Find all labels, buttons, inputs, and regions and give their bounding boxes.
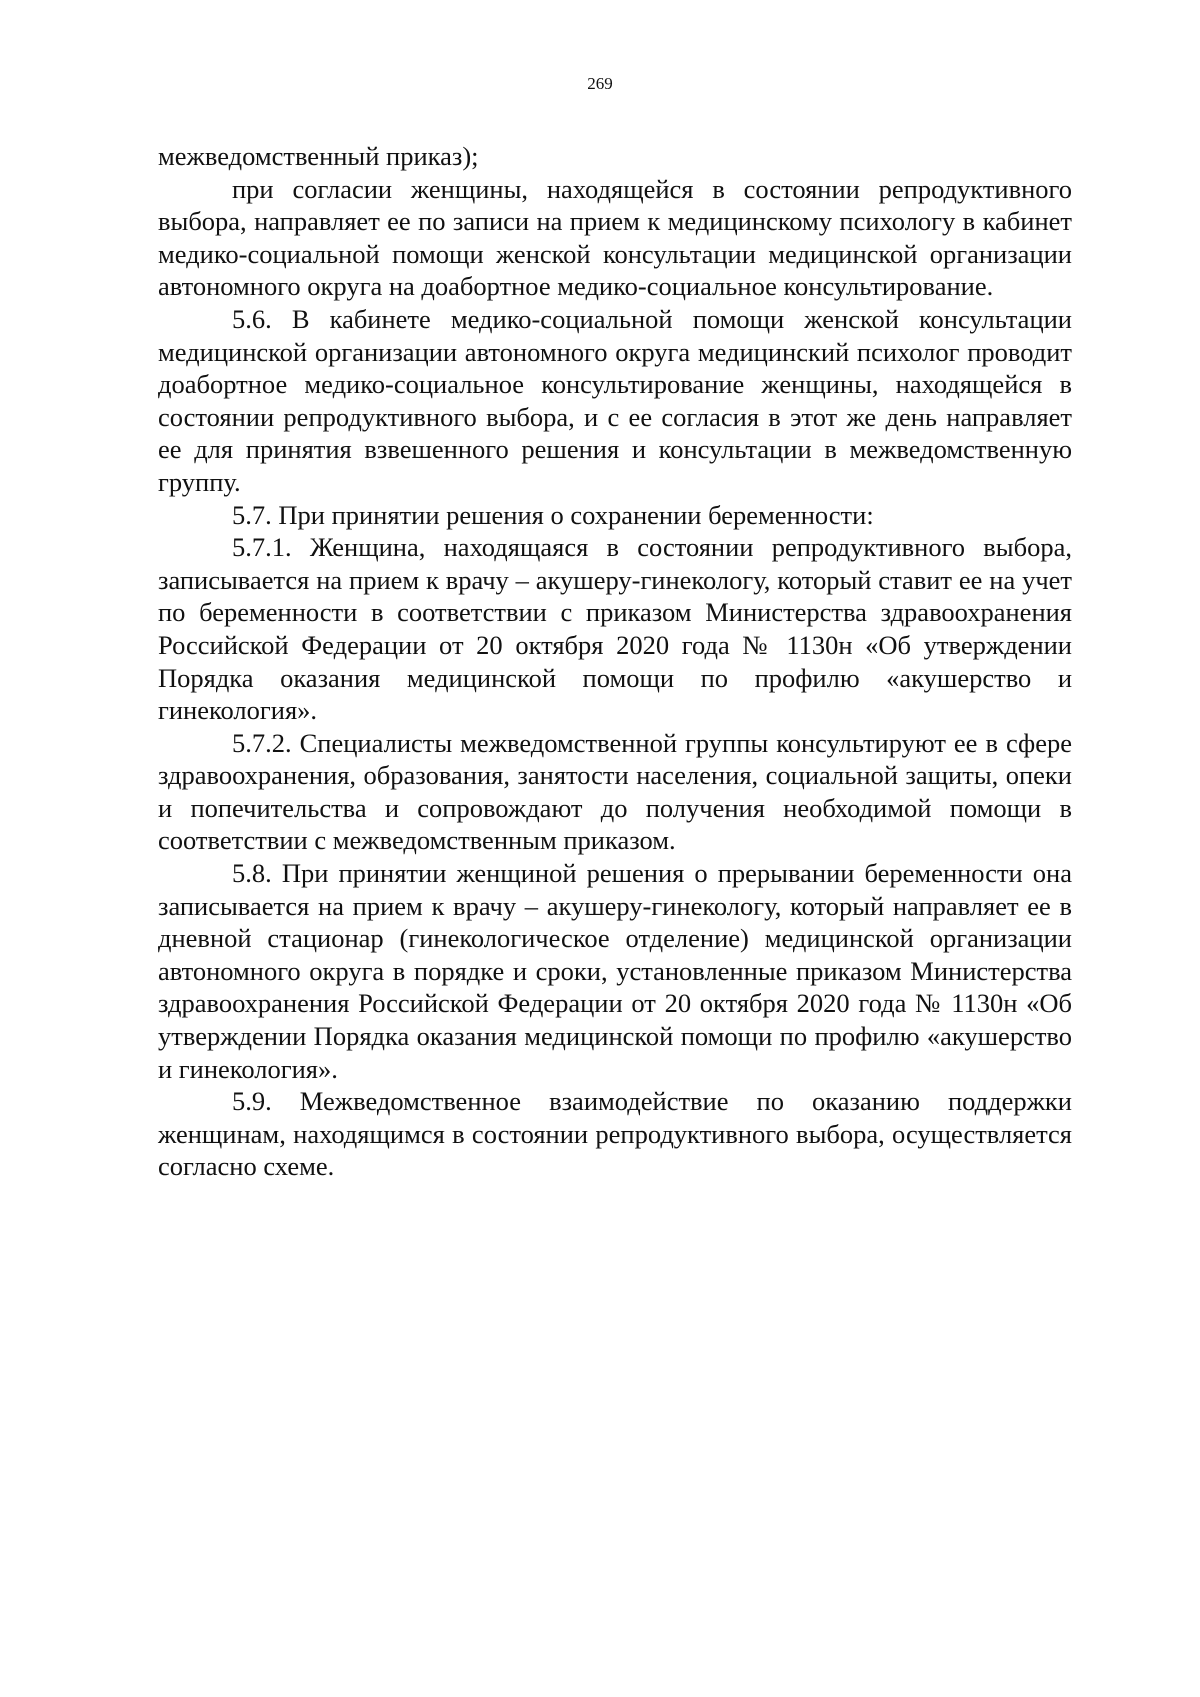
- document-body: [158, 140, 1072, 1183]
- paragraph-5-7-1: 5.7.1. Женщина, находящаяся в состоянии репродуктивного выбора, записывается на прием к врачу – акушеру-гинекологу, который ставит ее на учет по беременности в соответствии с приказом Министерства здравоохранения Российской Федерации от 20 октября 2020 года № 1130н «Об утверждении Порядка оказания медицинской помощи по профилю «акушерство и гинекология».: [158, 532, 1072, 726]
- paragraph-5-8: 5.8. При принятии женщиной решения о прерывании беременности она записывается на прием к врачу – акушеру-гинекологу, который направляет ее в дневной стационар (гинекологическое отделение) медицинской организации автономного округа в порядке и сроки, установленные приказом Министерства здравоохранения Российской Федерации от 20 октября 2020 года № 1130н «Об утверждении Порядка оказания медицинской помощи по профилю «акушерство и гинекология».: [158, 858, 1072, 1084]
- paragraph-5-7: 5.7. При принятии решения о сохранении беременности:: [232, 499, 874, 530]
- paragraph-continuation: межведомственный приказ);: [158, 141, 479, 171]
- paragraph-consent-referral: при согласии женщины, находящейся в состоянии репродуктивного выбора, направляет ее по записи на прием к медицинскому психологу в кабинет медико-социальной помощи женской консультации медицинской организации автономного округа на доабортное медико-социальное консультирование.: [158, 173, 1072, 302]
- paragraph-5-7-2: 5.7.2. Специалисты межведомственной группы консультируют ее в сфере здравоохранения, образования, занятости населения, социальной защиты, опеки и попечительства и сопровождают до получения необходимой помощи в соответствии с межведомственным приказом.: [158, 727, 1072, 856]
- page-number: 269: [587, 74, 613, 93]
- paragraph-5-9: 5.9. Межведомственное взаимодействие по оказанию поддержки женщинам, находящимся в состоянии репродуктивного выбора, осуществляется согласно схеме.: [158, 1086, 1072, 1182]
- paragraph-5-6: 5.6. В кабинете медико-социальной помощи женской консультации медицинской организации автономного округа медицинский психолог проводит доабортное медико-социальное консультирование женщины, находящейся в состоянии репродуктивного выбора, и с ее согласия в этот же день направляет ее для принятия взвешенного решения и консультации в межведомственную группу.: [158, 303, 1072, 497]
